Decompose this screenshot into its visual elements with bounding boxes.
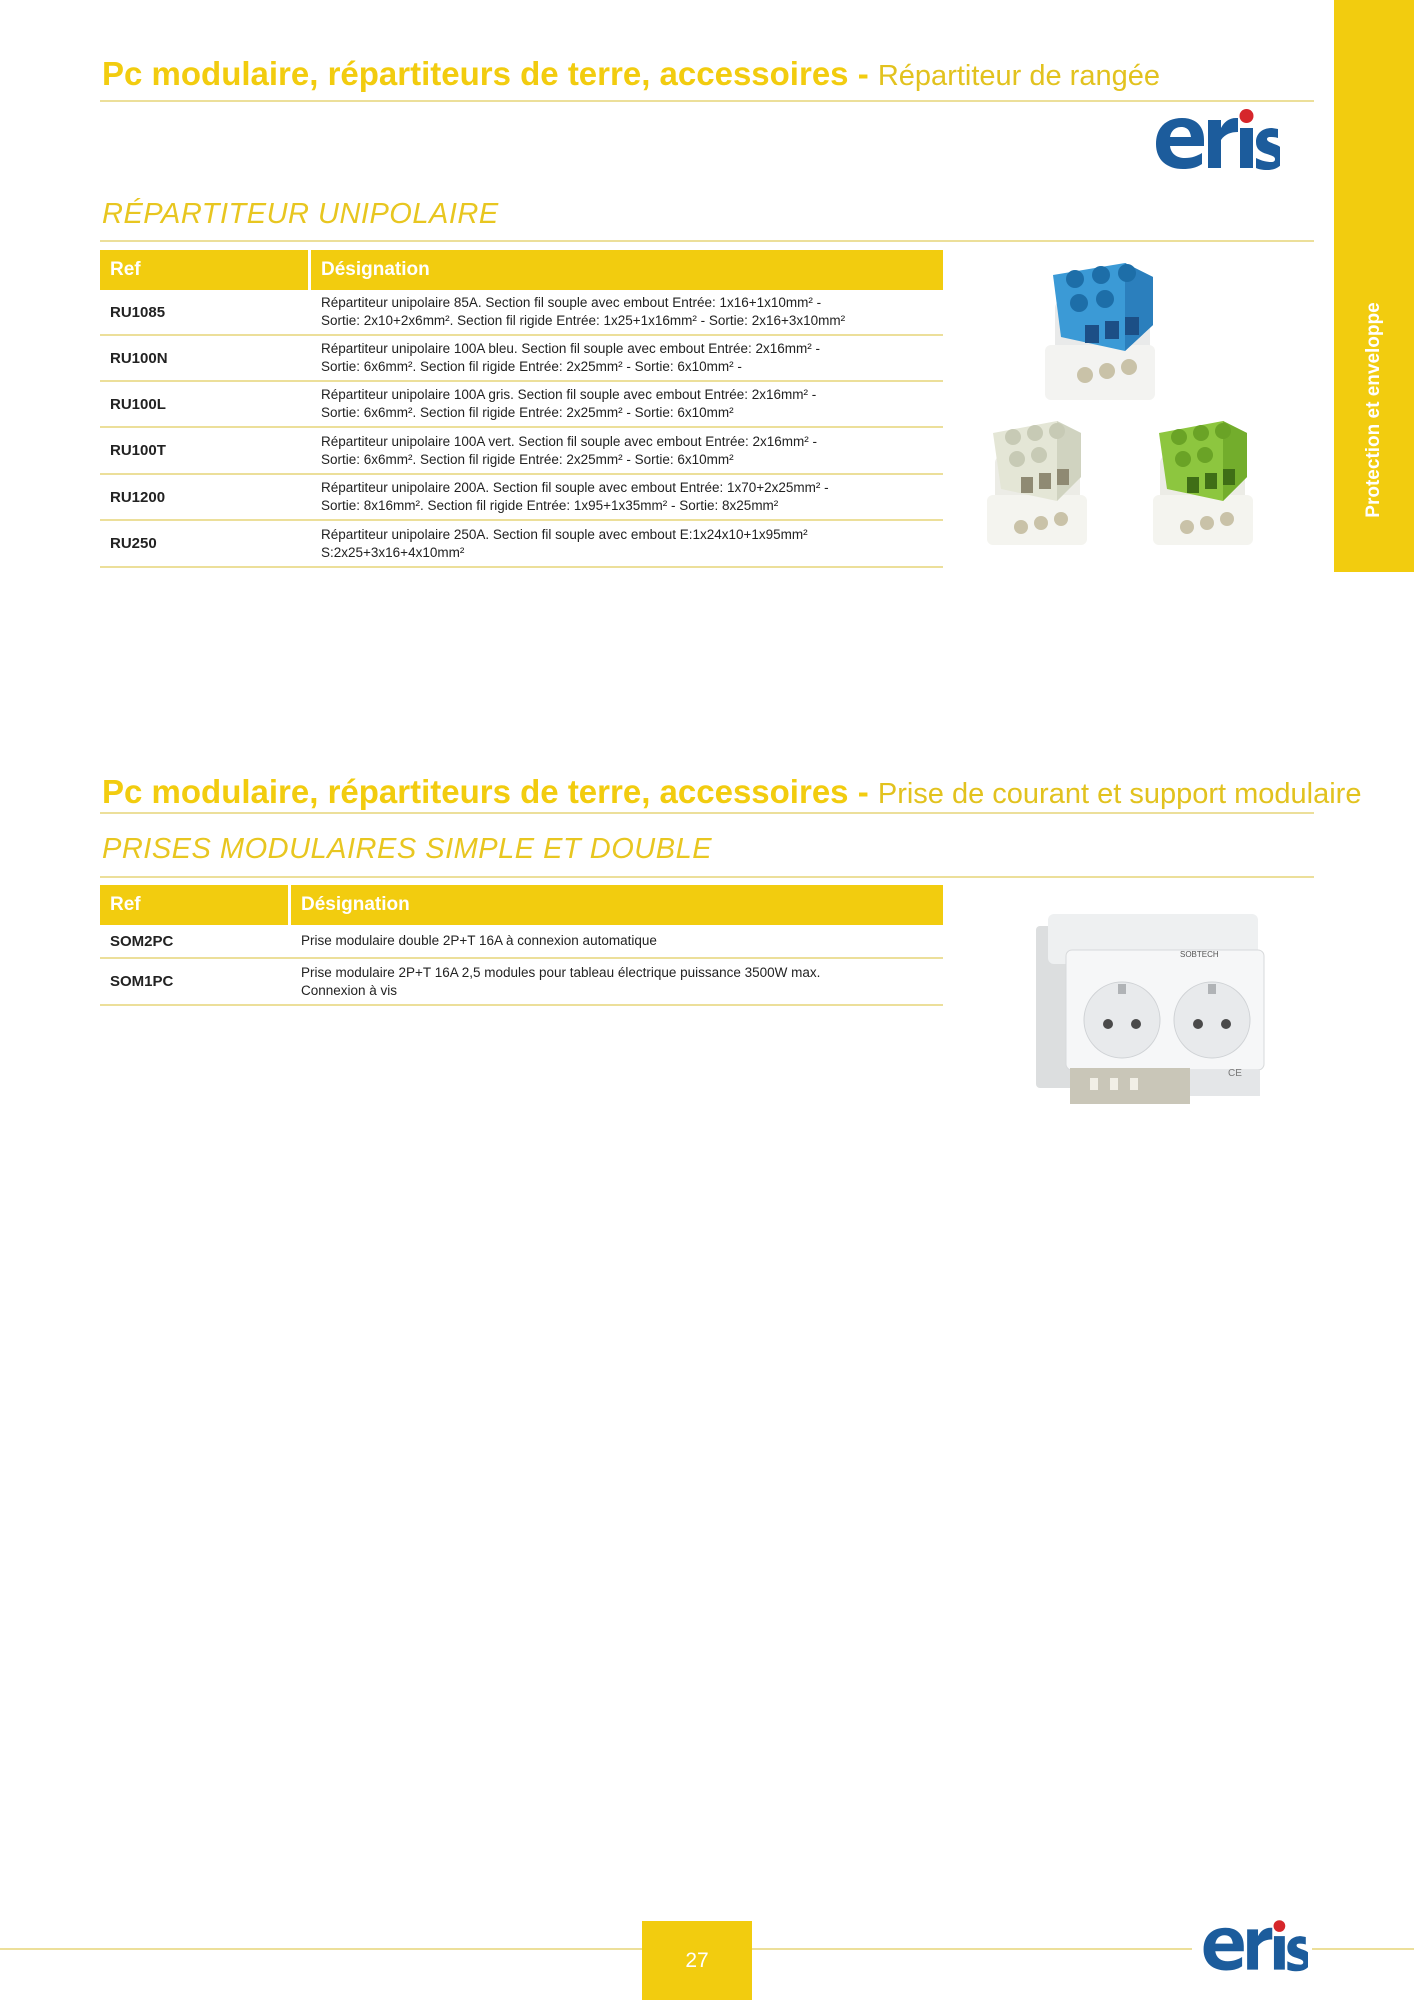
eris-logo (1150, 104, 1280, 196)
section2-table (100, 885, 943, 1006)
ce-mark: CE (1228, 1068, 1242, 1079)
table-row (100, 925, 943, 959)
section1-heading: RÉPARTITEUR UNIPOLAIRE (102, 198, 499, 230)
column-header-designation: Désignation (311, 250, 943, 290)
row-ref: RU100T (110, 442, 166, 459)
table-row (100, 521, 943, 568)
table-header (100, 250, 943, 290)
row-ref: RU100L (110, 395, 166, 413)
section2-title-rule (100, 812, 1314, 814)
section1-title-sub: Répartiteur de rangée (877, 60, 1160, 92)
table-row (100, 336, 943, 382)
row-designation (311, 382, 943, 426)
designation-line-1: Répartiteur unipolaire 100A vert. Section fil souple avec embout Entrée: 2x16mm² - (321, 433, 818, 449)
row-designation (311, 290, 943, 334)
designation-line-2: Connexion à vis (301, 982, 398, 998)
section2-title-sub: Prise de courant et support modulaire (877, 778, 1362, 810)
column-header-designation: Désignation (291, 885, 943, 925)
row-ref: SOM1PC (110, 973, 174, 990)
designation-line-1: Répartiteur unipolaire 100A bleu. Section fil souple avec embout Entrée: 2x16mm² - (321, 341, 821, 356)
row-designation (311, 428, 943, 473)
footer-rule-right (752, 1948, 1192, 1950)
table-row (100, 428, 943, 475)
table-header (100, 885, 943, 925)
row-designation (311, 475, 943, 519)
footer-eris-logo (1198, 1916, 1308, 1978)
row-designation (311, 336, 943, 380)
section2-heading-rule (100, 876, 1314, 878)
section2-title-main: Pc modulaire, répartiteurs de terre, accessoires - (102, 773, 878, 810)
row-ref: RU1200 (110, 488, 166, 506)
row-designation (291, 925, 943, 957)
eris-logo-icon (1150, 104, 1280, 178)
table-row (100, 959, 943, 1006)
row-designation (291, 959, 943, 1004)
designation-line-1: Répartiteur unipolaire 250A. Section fil souple avec embout E:1x24x10+1x95mm² (321, 526, 808, 542)
designation-line-2: Sortie: 2x10+2x6mm². Section fil rigide Entrée: 1x25+1x16mm² - Sortie: 2x16+3x10mm² (321, 313, 846, 328)
section2-heading: PRISES MODULAIRES SIMPLE ET DOUBLE (102, 833, 713, 865)
designation-line-2: Sortie: 6x6mm². Section fil rigide Entrée: 2x25mm² - Sortie: 6x10mm² - (321, 359, 742, 374)
modular-socket-product-image (1030, 900, 1270, 1115)
designation-line-1: Prise modulaire 2P+T 16A 2,5 modules pour tableau électrique puissance 3500W max. (301, 964, 821, 980)
section1-title (102, 54, 1160, 96)
designation-line-1: Répartiteur unipolaire 200A. Section fil souple avec embout Entrée: 1x70+2x25mm² - (321, 480, 829, 495)
column-header-ref: Ref (100, 250, 308, 290)
footer-rule-far-right (1312, 1948, 1414, 1950)
section2-title (102, 772, 1361, 814)
row-designation (311, 521, 943, 566)
distribution-block-blue (1045, 263, 1155, 400)
designation-line-1: Prise modulaire double 2P+T 16A à connexion automatique (301, 933, 657, 948)
section1-title-rule (100, 100, 1314, 102)
table-row (100, 290, 943, 336)
designation-line-2: S:2x25+3x16+4x10mm² (321, 544, 465, 560)
row-ref: SOM2PC (110, 932, 174, 950)
distribution-block-green (1153, 421, 1253, 545)
designation-line-2: Sortie: 6x6mm². Section fil rigide Entrée: 2x25mm² - Sortie: 6x10mm² (321, 405, 734, 420)
section1-title-main: Pc modulaire, répartiteurs de terre, accessoires - (102, 55, 878, 92)
side-tab-label: Protection et enveloppe (1363, 302, 1384, 518)
row-ref: RU1085 (110, 303, 166, 321)
section1-table (100, 250, 943, 568)
row-ref: RU250 (110, 535, 157, 552)
distribution-block-grey (987, 421, 1087, 545)
footer-rule-left (0, 1948, 642, 1950)
designation-line-2: Sortie: 6x6mm². Section fil rigide Entrée: 2x25mm² - Sortie: 6x10mm² (321, 451, 734, 467)
product-brand-label: SOBTECH (1180, 950, 1219, 959)
designation-line-1: Répartiteur unipolaire 100A gris. Section fil souple avec embout Entrée: 2x16mm² - (321, 387, 817, 402)
table-row (100, 475, 943, 521)
row-ref: RU100N (110, 349, 168, 367)
side-tab (1334, 0, 1414, 572)
page-number: 27 (642, 1921, 752, 2000)
table-row (100, 382, 943, 428)
section1-heading-rule (100, 240, 1314, 242)
distribution-block-product-image (975, 255, 1275, 575)
designation-line-2: Sortie: 8x16mm². Section fil rigide Entrée: 1x95+1x35mm² - Sortie: 8x25mm² (321, 498, 779, 513)
designation-line-1: Répartiteur unipolaire 85A. Section fil souple avec embout Entrée: 1x16+1x10mm² - (321, 295, 822, 310)
column-header-ref: Ref (100, 885, 288, 925)
